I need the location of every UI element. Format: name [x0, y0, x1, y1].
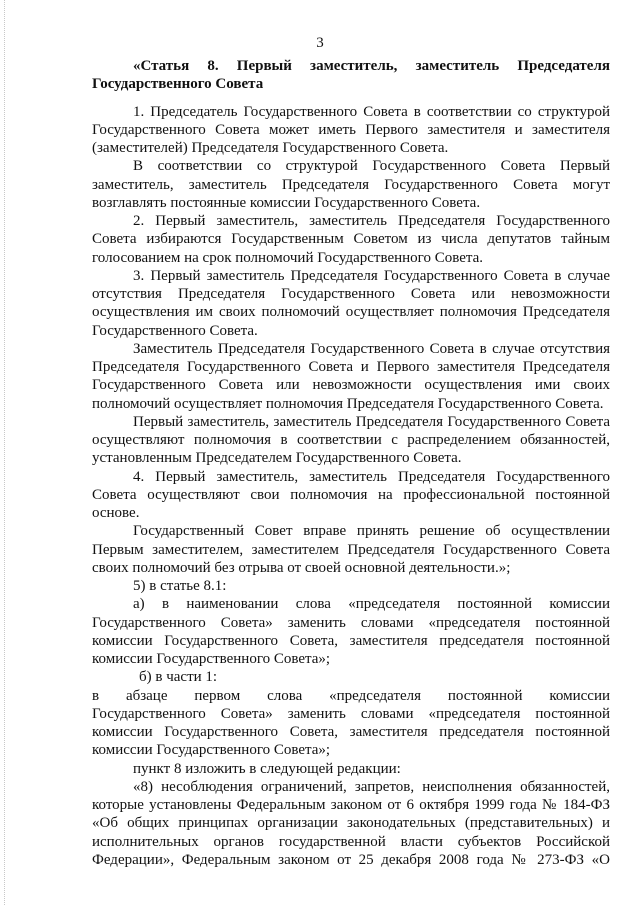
- paragraph-line: комиссии Государственного Совета, заместителя председателя постоянной: [92, 632, 610, 649]
- paragraph-line: б) в части 1:: [139, 669, 218, 686]
- paragraph-line: заместитель, заместитель Председателя Государственного Совета могут: [92, 176, 610, 193]
- article-heading-line: Государственного Совета: [92, 76, 264, 93]
- paragraph-line: 4. Первый заместитель, заместитель Председателя Государственного: [133, 468, 610, 485]
- paragraph-line: Председателя Государственного Совета и Первого заместителя Председателя: [92, 359, 610, 375]
- paragraph-line: полномочий осуществляет полномочия Председателя Государственного Совета.: [92, 395, 604, 412]
- paragraph-line: Первый заместитель, заместитель Председателя Государственного Совета: [133, 413, 610, 430]
- article-heading-line: «Статья 8. Первый заместитель, заместитель Председателя: [133, 58, 610, 74]
- paragraph-line: Совета осуществляют свои полномочия на профессиональной постоянной: [92, 486, 610, 503]
- paragraph-line: комиссии Государственного Совета, заместителя председателя постоянной: [92, 724, 610, 740]
- paragraph-line: основе.: [92, 505, 140, 521]
- paragraph-line: Совета избираются Государственным Советом из числа депутатов тайным: [92, 231, 610, 248]
- paragraph-line: отсутствия Председателя Государственного Совета или невозможности: [92, 286, 610, 302]
- paragraph-line: Федерации», Федеральным законом от 25 декабря 2008 года № 273-ФЗ «О: [92, 851, 610, 868]
- paragraph-line: возглавлять постоянные комиссии Государственного Совета.: [92, 194, 481, 211]
- paragraph-line: пункт 8 изложить в следующей редакции:: [133, 760, 401, 777]
- paragraph-line: установленным Председателем Государственного Совета.: [92, 450, 462, 467]
- paragraph-line: Государственного Совета или невозможности осуществления ими своих: [92, 377, 610, 394]
- paragraph-line: «Об общих принципах организации законодательных (представительных) и: [92, 815, 610, 832]
- paragraph-line: 3. Первый заместитель Председателя Государственного Совета в случае: [133, 267, 610, 284]
- paragraph-line: (заместителей) Председателя Государственного Совета.: [92, 140, 449, 156]
- paragraph-line: «8) несоблюдения ограничений, запретов, неисполнения обязанностей,: [133, 778, 610, 795]
- document-body: [92, 57, 610, 869]
- paragraph-line: своих полномочий без отрыва от своей основной деятельности.»;: [92, 559, 511, 576]
- paragraph-line: Первым заместителем, заместителем Председателя Государственного Совета: [92, 541, 610, 558]
- paragraph-line: Государственного Совета» заменить словами «председателя постоянной: [92, 614, 610, 631]
- page-number: 3: [316, 35, 324, 51]
- paragraph-line: голосованием на срок полномочий Государственного Совета.: [92, 249, 484, 266]
- paragraph-line: осуществления им своих полномочий осуществляет полномочия Председателя: [92, 304, 610, 321]
- paragraph-line: 2. Первый заместитель, заместитель Председателя Государственного: [133, 213, 610, 229]
- paragraph-line: В соответствии со структурой Государственного Совета Первый: [133, 158, 610, 175]
- paragraph-line: Государственного Совета.: [92, 322, 258, 339]
- paragraph-line: осуществляют полномочия в соответствии с распределением обязанностей,: [92, 432, 610, 448]
- paragraph-line: а) в наименовании слова «председателя постоянной комиссии: [133, 596, 610, 613]
- paragraph-line: Государственного Совета» заменить словами «председателя постоянной: [92, 705, 610, 722]
- paragraph-line: в абзаце первом слова «председателя постоянной комиссии: [92, 687, 610, 704]
- paragraph-line: комиссии Государственного Совета»;: [92, 742, 331, 759]
- paragraph-line: Государственного Совета может иметь Первого заместителя и заместителя: [92, 121, 610, 138]
- paragraph-line: комиссии Государственного Совета»;: [92, 651, 331, 667]
- paragraph-line: 5) в статье 8.1:: [133, 578, 227, 594]
- paragraph-line: Заместитель Председателя Государственного Совета в случае отсутствия: [133, 340, 610, 357]
- page-edge-scan-line: [4, 0, 6, 905]
- paragraph-line: 1. Председатель Государственного Совета в соответствии со структурой: [133, 103, 610, 120]
- paragraph-line: исполнительных органов государственной власти субъектов Российской: [92, 833, 610, 850]
- paragraph-line: которые установлены Федеральным законом от 6 октября 1999 года № 184-ФЗ: [92, 797, 610, 813]
- paragraph-line: Государственный Совет вправе принять решение об осуществлении: [133, 523, 610, 540]
